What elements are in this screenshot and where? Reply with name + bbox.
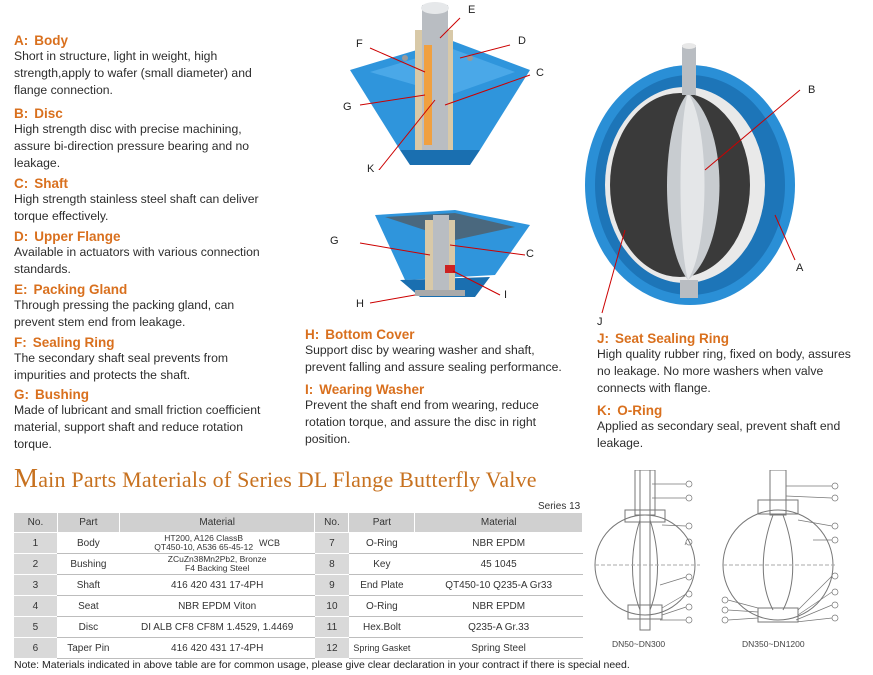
upper-flange-cutaway-illustration bbox=[330, 0, 570, 170]
label-j: J bbox=[597, 316, 603, 328]
table-row bbox=[14, 575, 583, 596]
part-description-line: High quality rubber ring, fixed on body, assures bbox=[597, 347, 851, 361]
part-title bbox=[14, 335, 304, 350]
header-material: Material bbox=[119, 513, 315, 533]
part-title bbox=[597, 331, 872, 346]
part-key: D: bbox=[14, 229, 29, 244]
part-block bbox=[14, 229, 304, 278]
part-block bbox=[14, 176, 304, 225]
material-line: F4 Backing Steel bbox=[185, 563, 250, 573]
cell-no-2: 8 bbox=[315, 554, 349, 575]
part-title bbox=[14, 33, 304, 48]
cell-material-2: Q235-A Gr.33 bbox=[415, 617, 583, 638]
cell-no: 4 bbox=[14, 596, 58, 617]
part-description-line: prevent stem end from leakage. bbox=[14, 315, 186, 329]
label-c-bottom: C bbox=[526, 248, 534, 260]
part-name: Seat Sealing Ring bbox=[615, 331, 730, 346]
material-line: 416 420 431 17-4PH bbox=[171, 579, 264, 591]
cell-material-2: Spring Steel bbox=[415, 638, 583, 659]
cell-part: Disc bbox=[57, 617, 119, 638]
part-title bbox=[14, 176, 304, 191]
cell-no: 2 bbox=[14, 554, 58, 575]
label-k: K bbox=[367, 163, 375, 175]
material-line: ZCuZn38Mn2Pb2, Bronze bbox=[167, 554, 267, 564]
part-description-line: flange connection. bbox=[14, 83, 113, 97]
part-key: B: bbox=[14, 106, 29, 121]
part-description-line: rotation torque, and assure the disc in right bbox=[305, 415, 537, 429]
part-description-line: position. bbox=[305, 432, 351, 446]
part-title bbox=[14, 106, 304, 121]
part-key: A: bbox=[14, 33, 29, 48]
part-key: K: bbox=[597, 403, 612, 418]
cell-material bbox=[119, 617, 315, 638]
part-block bbox=[305, 382, 590, 448]
part-key: J: bbox=[597, 331, 610, 346]
part-title bbox=[14, 229, 304, 244]
part-block bbox=[305, 327, 590, 376]
cell-material-2: QT450-10 Q235-A Gr33 bbox=[415, 575, 583, 596]
material-line: 416 420 431 17-4PH bbox=[171, 642, 264, 654]
table-row bbox=[14, 596, 583, 617]
label-d: D bbox=[518, 35, 526, 47]
footnote: Note: Materials indicated in above table are for common usage, please give clear declaration in your contract if there is special need. bbox=[14, 659, 630, 671]
part-description-line: Prevent the shaft end from wearing, reduce bbox=[305, 398, 539, 412]
part-description-line: no leakage. No more washers when valve bbox=[597, 364, 824, 378]
part-name: Bottom Cover bbox=[325, 327, 415, 342]
part-key: H: bbox=[305, 327, 320, 342]
cell-part-2: Hex.Bolt bbox=[349, 617, 415, 638]
table-row bbox=[14, 617, 583, 638]
part-description-line: leakage. bbox=[14, 156, 61, 170]
material-line: NBR EPDM Viton bbox=[178, 600, 257, 612]
material-line: DI ALB CF8 CF8M 1.4529, 1.4469 bbox=[141, 621, 294, 633]
label-b: B bbox=[808, 84, 816, 96]
part-description-line: Applied as secondary seal, prevent shaft end bbox=[597, 419, 841, 433]
part-description-line: torque effectively. bbox=[14, 209, 109, 223]
part-name: Packing Gland bbox=[33, 282, 128, 297]
part-name: Shaft bbox=[34, 176, 68, 191]
label-i: I bbox=[504, 289, 508, 301]
label-a: A bbox=[796, 262, 804, 274]
cell-material bbox=[119, 533, 315, 554]
part-description-line: Support disc by wearing washer and shaft, bbox=[305, 343, 535, 357]
cell-part: Seat bbox=[57, 596, 119, 617]
table-row bbox=[14, 533, 583, 554]
label-e: E bbox=[468, 4, 476, 16]
part-key: I: bbox=[305, 382, 314, 397]
part-description-line: assure bi-direction pressure bearing and no bbox=[14, 139, 250, 153]
part-description-line: Through pressing the packing gland, can bbox=[14, 298, 235, 312]
part-title bbox=[305, 327, 590, 342]
part-block bbox=[14, 387, 304, 453]
cell-material-2: 45 1045 bbox=[415, 554, 583, 575]
bottom-cover-cutaway-illustration bbox=[345, 205, 545, 310]
cell-part-2: O-Ring bbox=[349, 596, 415, 617]
part-description-line: standards. bbox=[14, 262, 71, 276]
cell-no: 3 bbox=[14, 575, 58, 596]
part-key: C: bbox=[14, 176, 29, 191]
part-description-line: strength,apply to wafer (small diameter) and bbox=[14, 66, 252, 80]
part-block bbox=[14, 106, 304, 172]
part-title bbox=[14, 282, 304, 297]
materials-table bbox=[13, 512, 583, 659]
part-description-line: material, support shaft and reduce rotation bbox=[14, 420, 243, 434]
cell-material-2: NBR EPDM bbox=[415, 533, 583, 554]
cell-part: Bushing bbox=[57, 554, 119, 575]
cell-no-2: 9 bbox=[315, 575, 349, 596]
materials-heading: Main Parts Materials of Series DL Flange Butterfly Valve bbox=[14, 463, 537, 493]
part-key: G: bbox=[14, 387, 29, 402]
part-description-line: torque. bbox=[14, 437, 52, 451]
material-suffix: WCB bbox=[259, 537, 281, 548]
part-description-line: The secondary shaft seal prevents from bbox=[14, 351, 229, 365]
part-name: Disc bbox=[34, 106, 63, 121]
part-title bbox=[597, 403, 872, 418]
cell-material bbox=[119, 575, 315, 596]
drawing-caption-large: DN350~DN1200 bbox=[742, 639, 805, 649]
part-name: Upper Flange bbox=[34, 229, 121, 244]
label-f: F bbox=[356, 38, 363, 50]
part-key: F: bbox=[14, 335, 27, 350]
part-block bbox=[14, 335, 304, 384]
part-block bbox=[14, 282, 304, 331]
cell-no: 6 bbox=[14, 638, 58, 659]
label-c-top: C bbox=[536, 67, 544, 79]
part-description-line: leakage. bbox=[597, 436, 644, 450]
drawing-caption-small: DN50~DN300 bbox=[612, 639, 666, 649]
cell-no-2: 12 bbox=[315, 638, 349, 659]
part-title bbox=[14, 387, 304, 402]
part-block bbox=[14, 33, 304, 99]
cell-part: Taper Pin bbox=[57, 638, 119, 659]
cell-no-2: 11 bbox=[315, 617, 349, 638]
label-g-bottom: G bbox=[330, 235, 339, 247]
table-row bbox=[14, 638, 583, 659]
header-no: No. bbox=[14, 513, 58, 533]
part-name: O-Ring bbox=[617, 403, 663, 418]
label-g-top: G bbox=[343, 101, 352, 113]
butterfly-valve-illustration bbox=[570, 35, 810, 315]
part-key: E: bbox=[14, 282, 28, 297]
part-block bbox=[597, 331, 872, 397]
header-no-2: No. bbox=[315, 513, 349, 533]
part-title bbox=[305, 382, 590, 397]
table-header-row bbox=[14, 513, 583, 533]
cell-part-2: End Plate bbox=[349, 575, 415, 596]
part-description-line: High strength disc with precise machining, bbox=[14, 122, 242, 136]
cell-material-2: NBR EPDM bbox=[415, 596, 583, 617]
part-name: Wearing Washer bbox=[319, 382, 425, 397]
cell-part: Body bbox=[57, 533, 119, 554]
part-description-line: impurities and protects the shaft. bbox=[14, 368, 191, 382]
series-label: Series 13 bbox=[538, 501, 581, 512]
technical-drawing-dn50-dn300 bbox=[590, 470, 710, 640]
part-description-line: High strength stainless steel shaft can deliver bbox=[14, 192, 259, 206]
header-part: Part bbox=[57, 513, 119, 533]
table-row bbox=[14, 554, 583, 575]
material-line: HT200, A126 ClassB bbox=[164, 533, 244, 543]
part-description-line: Available in actuators with various connection bbox=[14, 245, 260, 259]
label-h: H bbox=[356, 298, 364, 310]
part-block bbox=[597, 403, 872, 452]
part-name: Bushing bbox=[35, 387, 89, 402]
part-description-line: prevent falling and assure sealing performance. bbox=[305, 360, 562, 374]
cell-part: Shaft bbox=[57, 575, 119, 596]
material-line: QT450-10, A536 65-45-12 bbox=[154, 542, 254, 552]
part-description-line: connects with flange. bbox=[597, 381, 711, 395]
cell-no: 5 bbox=[14, 617, 58, 638]
cell-part-2: Spring Gasket bbox=[349, 638, 415, 659]
cell-no-2: 7 bbox=[315, 533, 349, 554]
cell-no: 1 bbox=[14, 533, 58, 554]
header-material-2: Material bbox=[415, 513, 583, 533]
cell-material bbox=[119, 596, 315, 617]
cell-no-2: 10 bbox=[315, 596, 349, 617]
part-name: Body bbox=[34, 33, 68, 48]
cell-material bbox=[119, 638, 315, 659]
cell-part-2: Key bbox=[349, 554, 415, 575]
part-name: Sealing Ring bbox=[32, 335, 115, 350]
part-description-line: Short in structure, light in weight, high bbox=[14, 49, 218, 63]
cell-part-2: O-Ring bbox=[349, 533, 415, 554]
header-part-2: Part bbox=[349, 513, 415, 533]
technical-drawing-dn350-dn1200 bbox=[718, 470, 858, 640]
part-description-line: Made of lubricant and small friction coefficient bbox=[14, 403, 261, 417]
cell-material bbox=[119, 554, 315, 575]
